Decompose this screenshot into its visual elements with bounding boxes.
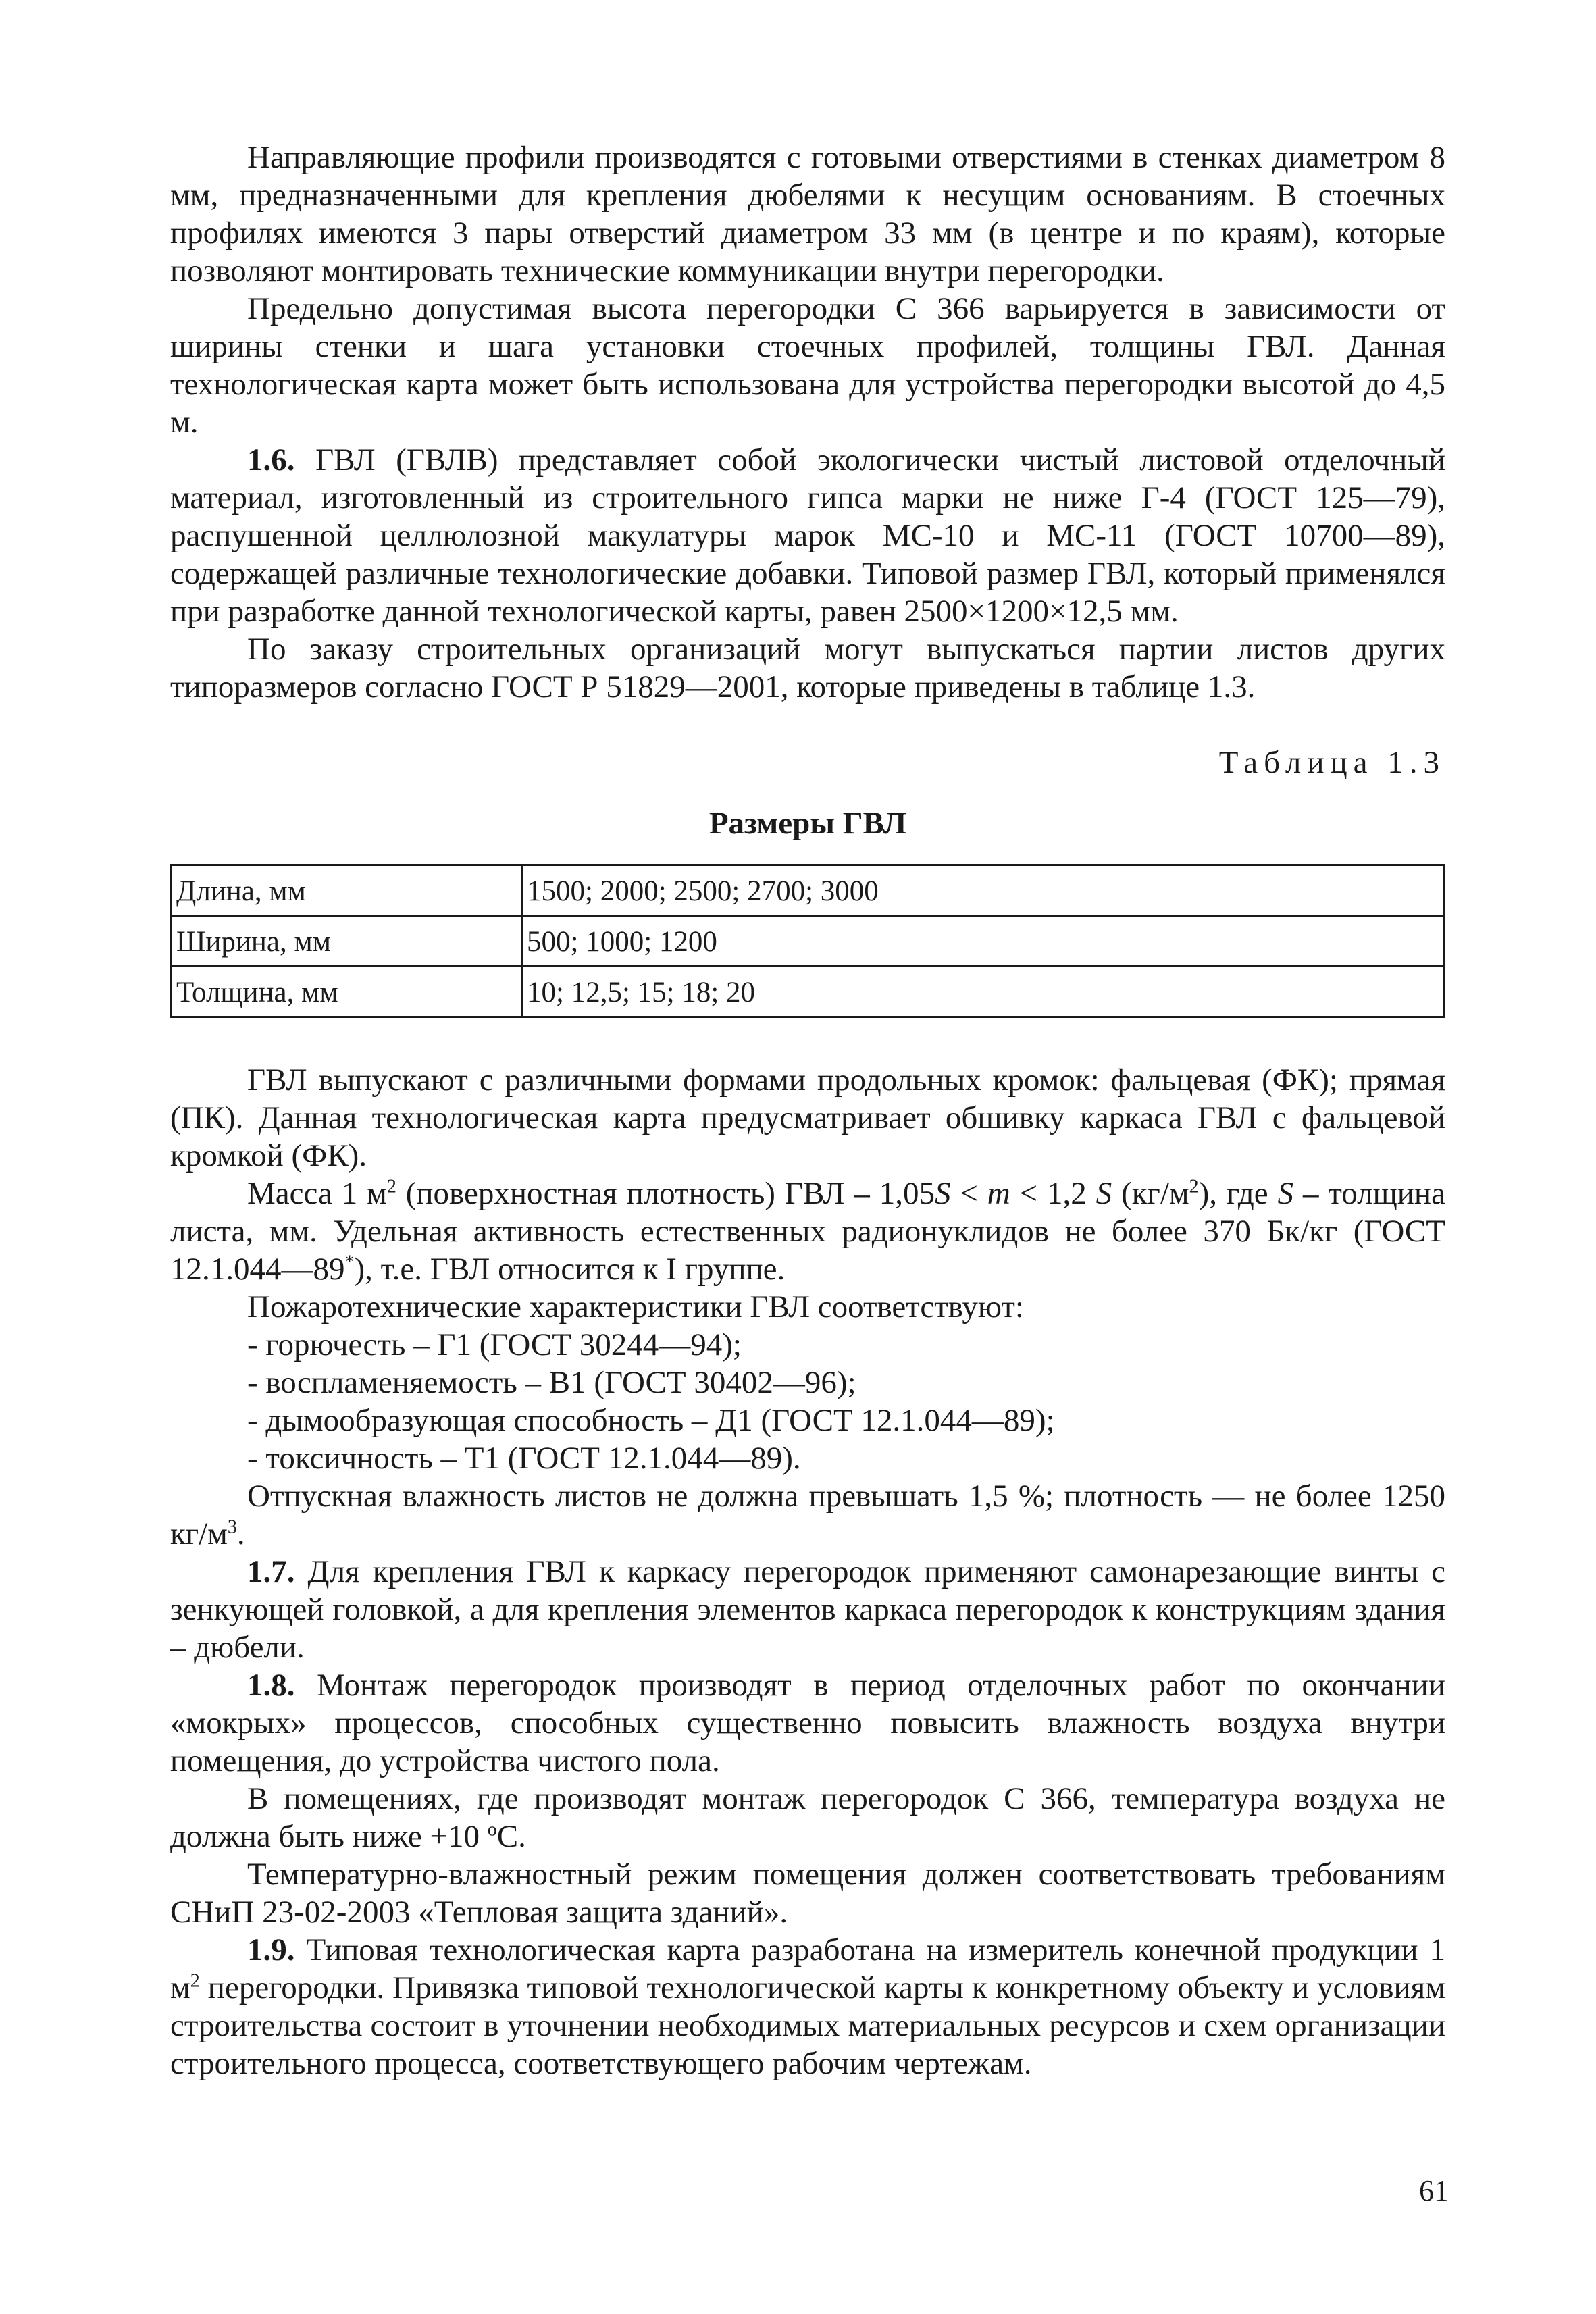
- text-run: Масса 1 м: [247, 1176, 387, 1211]
- table-cell-value: 10; 12,5; 15; 18; 20: [522, 967, 1445, 1017]
- table-cell-value: 1500; 2000; 2500; 2700; 3000: [522, 865, 1445, 916]
- text-run: перегородки. Привязка типовой технологической карты к конкретному объекту и условиям строительства состоит в уточнении необходимых материальных ресурсов и схем организации строительного процесса, соответствующего рабочим чертежам.: [170, 1970, 1445, 2081]
- paragraph-guide-profiles: Направляющие профили производятся с готовыми отверстиями в стенках диаметром 8 мм, предназначенными для крепления дюбелями к несущим основаниям. В стоечных профилях имеются 3 пары отверстий диаметром 33 мм (в центре и по краям), которые позволяют монтировать технические коммуникации внутри перегородки.: [170, 140, 1445, 288]
- section-text: ГВЛ (ГВЛВ) представляет собой экологически чистый листовой отделочный материал, изготовленный из строительного гипса марки не ниже Г-4 (ГОСТ 125—79), распушенной целлюлозной макулатуры марок МС-10 и МС-11 (ГОСТ 10700—89), содержащей различные технологические добавки. Типовой размер ГВЛ, который применялся при разработке данной технологической карты, равен 2500×1200×12,5 мм.: [170, 442, 1446, 629]
- section-text: Монтаж перегородок производят в период отделочных работ по окончании «мокрых» процессов, способных существенно повысить влажность воздуха внутри помещения, до устройства чистого пола.: [170, 1668, 1446, 1778]
- variable: m: [987, 1176, 1010, 1211]
- text-run: .: [236, 1516, 245, 1551]
- text-run: < 1,2: [1010, 1176, 1096, 1211]
- section-text: Для крепления ГВЛ к каркасу перегородок применяют самонарезающие винты с зенкующей головкой, а для крепления элементов каркаса перегородок к конструкциям здания – дюбели.: [170, 1554, 1445, 1665]
- table-row: [172, 967, 1445, 1017]
- text-run: <: [950, 1176, 987, 1211]
- superscript: o: [487, 1819, 497, 1841]
- superscript: *: [344, 1252, 355, 1273]
- section-1-8: [170, 1666, 1445, 1780]
- text-run: Типовая технологическая карта разработана на измеритель конечной продукции 1 м: [170, 1932, 1445, 2005]
- superscript: 2: [190, 1970, 200, 1992]
- table-row: [172, 916, 1445, 967]
- text-run: С.: [496, 1819, 526, 1854]
- text-run: (кг/м: [1112, 1176, 1189, 1211]
- paragraph-max-height: Предельно допустимая высота перегородки С 366 варьируется в зависимости от ширины стенки и шага установки стоечных профилей, толщины ГВЛ. Данная технологическая карта может быть использована для устройства перегородки высотой до 4,5 м.: [170, 291, 1445, 440]
- table-cell-value: 500; 1000; 1200: [522, 916, 1445, 967]
- table-label: Таблица 1.3: [1218, 745, 1445, 780]
- superscript: 2: [1189, 1176, 1199, 1198]
- paragraph-humidity: [170, 1477, 1445, 1553]
- text-run: (поверхностная плотность) ГВЛ – 1,05: [396, 1176, 935, 1211]
- section-1-7: [170, 1553, 1445, 1666]
- section-number: 1.8.: [247, 1668, 295, 1703]
- list-item: - токсичность – Т1 (ГОСТ 12.1.044—89).: [247, 1441, 801, 1476]
- text-run: ), где: [1198, 1176, 1278, 1211]
- section-number: 1.6.: [247, 442, 295, 478]
- paragraph-mass: [170, 1175, 1445, 1288]
- list-item: - дымообразующая способность – Д1 (ГОСТ 12.1.044—89);: [247, 1403, 1055, 1438]
- document-page: [170, 138, 1445, 2082]
- paragraph-order: По заказу строительных организаций могут выпускаться партии листов других типоразмеров согласно ГОСТ Р 51829—2001, которые приведены в таблице 1.3.: [170, 632, 1445, 704]
- table-cell-key: Толщина, мм: [172, 967, 522, 1017]
- text-run: Отпускная влажность листов не должна превышать 1,5 %; плотность — не более 1250 кг/м: [170, 1479, 1445, 1551]
- table-cell-key: Ширина, мм: [172, 916, 522, 967]
- fire-intro: Пожаротехнические характеристики ГВЛ соответствуют:: [247, 1289, 1024, 1325]
- section-number: 1.7.: [247, 1554, 295, 1589]
- list-item: - воспламеняемость – В1 (ГОСТ 30402—96);: [247, 1365, 856, 1400]
- table-cell-key: Длина, мм: [172, 865, 522, 916]
- table-title: Размеры ГВЛ: [709, 806, 907, 841]
- list-item: - горючесть – Г1 (ГОСТ 30244—94);: [247, 1327, 742, 1362]
- variable: S: [934, 1176, 951, 1211]
- section-1-6: [170, 441, 1445, 630]
- page-number: 61: [1419, 2174, 1449, 2207]
- paragraph-edges: ГВЛ выпускают с различными формами продольных кромок: фальцевая (ФК); прямая (ПК). Данная технологическая карта предусматривает обшивку каркаса ГВЛ с фальцевой кромкой (ФК).: [170, 1062, 1445, 1173]
- variable: S: [1277, 1176, 1294, 1211]
- paragraph-temperature: [170, 1780, 1445, 1855]
- variable: S: [1096, 1176, 1112, 1211]
- section-1-9: [170, 1931, 1445, 2082]
- sizes-table: [170, 864, 1445, 1018]
- text-run: – толщина листа, мм. Удельная активность естественных радионуклидов не более 370 Бк/кг (ГОСТ 12.1.044—89: [170, 1176, 1445, 1287]
- paragraph-regime: Температурно-влажностный режим помещения должен соответствовать требованиям СНиП 23-02-2003 «Тепловая защита зданий».: [170, 1857, 1445, 1930]
- table-row: [172, 865, 1445, 916]
- text-run: В помещениях, где производят монтаж перегородок С 366, температура воздуха не должна быть ниже +10: [170, 1781, 1445, 1854]
- superscript: 3: [227, 1516, 237, 1538]
- text-run: ), т.е. ГВЛ относится к I группе.: [354, 1252, 786, 1287]
- section-number: 1.9.: [247, 1932, 295, 1968]
- superscript: 2: [386, 1176, 396, 1198]
